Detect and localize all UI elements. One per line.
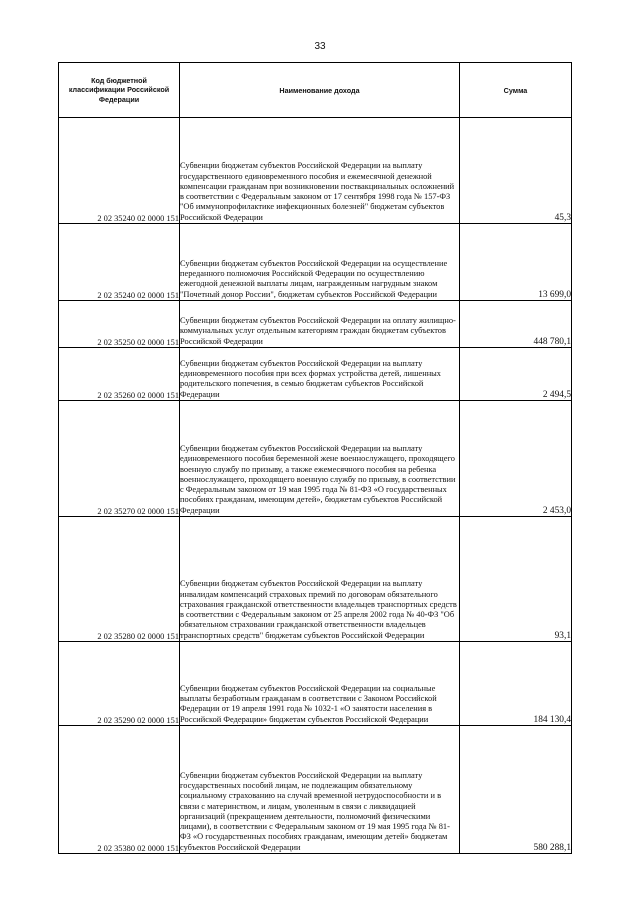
- row-name: Субвенции бюджетам субъектов Российской Федерации на выплату единовременного пособия при всех формах устройства детей, лишенных родительского попечения, в семью бюджетам субъектов Российской Федерации: [180, 358, 441, 399]
- table-header: [59, 63, 572, 118]
- row-sum: 13 699,0: [460, 224, 572, 301]
- table-row: [59, 118, 572, 224]
- table-row: [59, 301, 572, 348]
- row-name-cell: [180, 726, 460, 854]
- row-name-cell: [180, 301, 460, 348]
- row-code: 2 02 35250 02 0000 151: [59, 301, 180, 348]
- row-code: 2 02 35280 02 0000 151: [59, 517, 180, 642]
- table-row: [59, 224, 572, 301]
- table-row: [59, 517, 572, 642]
- row-name-cell: [180, 224, 460, 301]
- row-sum: 93,1: [460, 517, 572, 642]
- row-name-cell: [180, 517, 460, 642]
- row-name: Субвенции бюджетам субъектов Российской Федерации на выплату государственных пособий лицам, не подлежащим обязательному социальному страхованию на случай временной нетрудоспособности и в связи с материнством, и лицам, уволенным в связи с ликвидацией организаций (прекращением деятельности, полномочий физическими лицами), в соответствии с Федеральным законом от 19 мая 1995 года № 81-ФЗ «О государственных пособиях гражданам, имеющим детей» бюджетам субъектов Российской Федерации: [180, 770, 450, 852]
- row-name: Субвенции бюджетам субъектов Российской Федерации на выплату инвалидам компенсаций страховых премий по договорам обязательного страхования гражданской ответственности владельцев транспортных средств в соответствии с Федеральным законом от 25 апреля 2002 года № 40-ФЗ "Об обязательном страховании гражданской ответственности владельцев транспортных средств" бюджетам субъектов Российской Федерации: [180, 579, 457, 640]
- row-code: 2 02 35260 02 0000 151: [59, 348, 180, 401]
- row-name-cell: [180, 401, 460, 517]
- row-code: 2 02 35290 02 0000 151: [59, 642, 180, 726]
- row-sum: 448 780,1: [460, 301, 572, 348]
- page-number: 33: [314, 41, 326, 52]
- row-code: 2 02 35240 02 0000 151: [59, 118, 180, 224]
- row-name: Субвенции бюджетам субъектов Российской Федерации на социальные выплаты безработным гражданам в соответствии с Законом Российской Федерации от 19 апреля 1991 года № 1032-1 «О занятости населения в Российской Федерации» бюджетам субъектов Российской Федерации: [180, 683, 437, 724]
- header-code: Код бюджетной классификации Российской Федерации: [59, 63, 180, 118]
- row-name: Субвенции бюджетам субъектов Российской Федерации на выплату единовременного пособия беременной жене военнослужащего, проходящего военную службу по призыву, а также ежемесячного пособия на ребенка военнослужащего, проходящего военную службу по призыву, в соответствии с Федеральным законом от 19 мая 1995 года № 81-ФЗ «О государственных пособиях гражданам, имеющим детей», бюджетам субъектов Российской Федерации: [180, 443, 456, 515]
- row-sum: 2 453,0: [460, 401, 572, 517]
- row-name-cell: [180, 348, 460, 401]
- table-row: [59, 726, 572, 854]
- row-name: Субвенции бюджетам субъектов Российской Федерации на оплату жилищно-коммунальных услуг отдельным категориям граждан бюджетам субъектов Российской Федерации: [180, 316, 456, 346]
- row-code: 2 02 35270 02 0000 151: [59, 401, 180, 517]
- row-code: 2 02 35240 02 0000 151: [59, 224, 180, 301]
- row-sum: 580 288,1: [460, 726, 572, 854]
- table-row: [59, 348, 572, 401]
- row-name: Субвенции бюджетам субъектов Российской Федерации на выплату государственного единовременного пособия и ежемесячной денежной компенсации гражданам при возникновении поствакцинальных осложнений в соответствии с Федеральным законом от 17 сентября 1998 года № 157-ФЗ "Об иммунопрофилактике инфекционных болезней" бюджетам субъектов Российской Федерации: [180, 161, 455, 222]
- row-name-cell: [180, 118, 460, 224]
- table-row: [59, 401, 572, 517]
- row-sum: 184 130,4: [460, 642, 572, 726]
- revenue-table: [58, 62, 572, 854]
- row-sum: 45,3: [460, 118, 572, 224]
- row-name: Субвенции бюджетам субъектов Российской Федерации на осуществление переданного полномочия Российской Федерации по осуществлению ежегодной денежной выплаты лицам, награжденным нагрудным знаком "Почетный донор России", бюджетам субъектов Российской Федерации: [180, 258, 448, 299]
- row-sum: 2 494,5: [460, 348, 572, 401]
- header-name: Наименование дохода: [180, 63, 460, 118]
- row-name-cell: [180, 642, 460, 726]
- table-row: [59, 642, 572, 726]
- header-sum: Сумма: [460, 63, 572, 118]
- row-code: 2 02 35380 02 0000 151: [59, 726, 180, 854]
